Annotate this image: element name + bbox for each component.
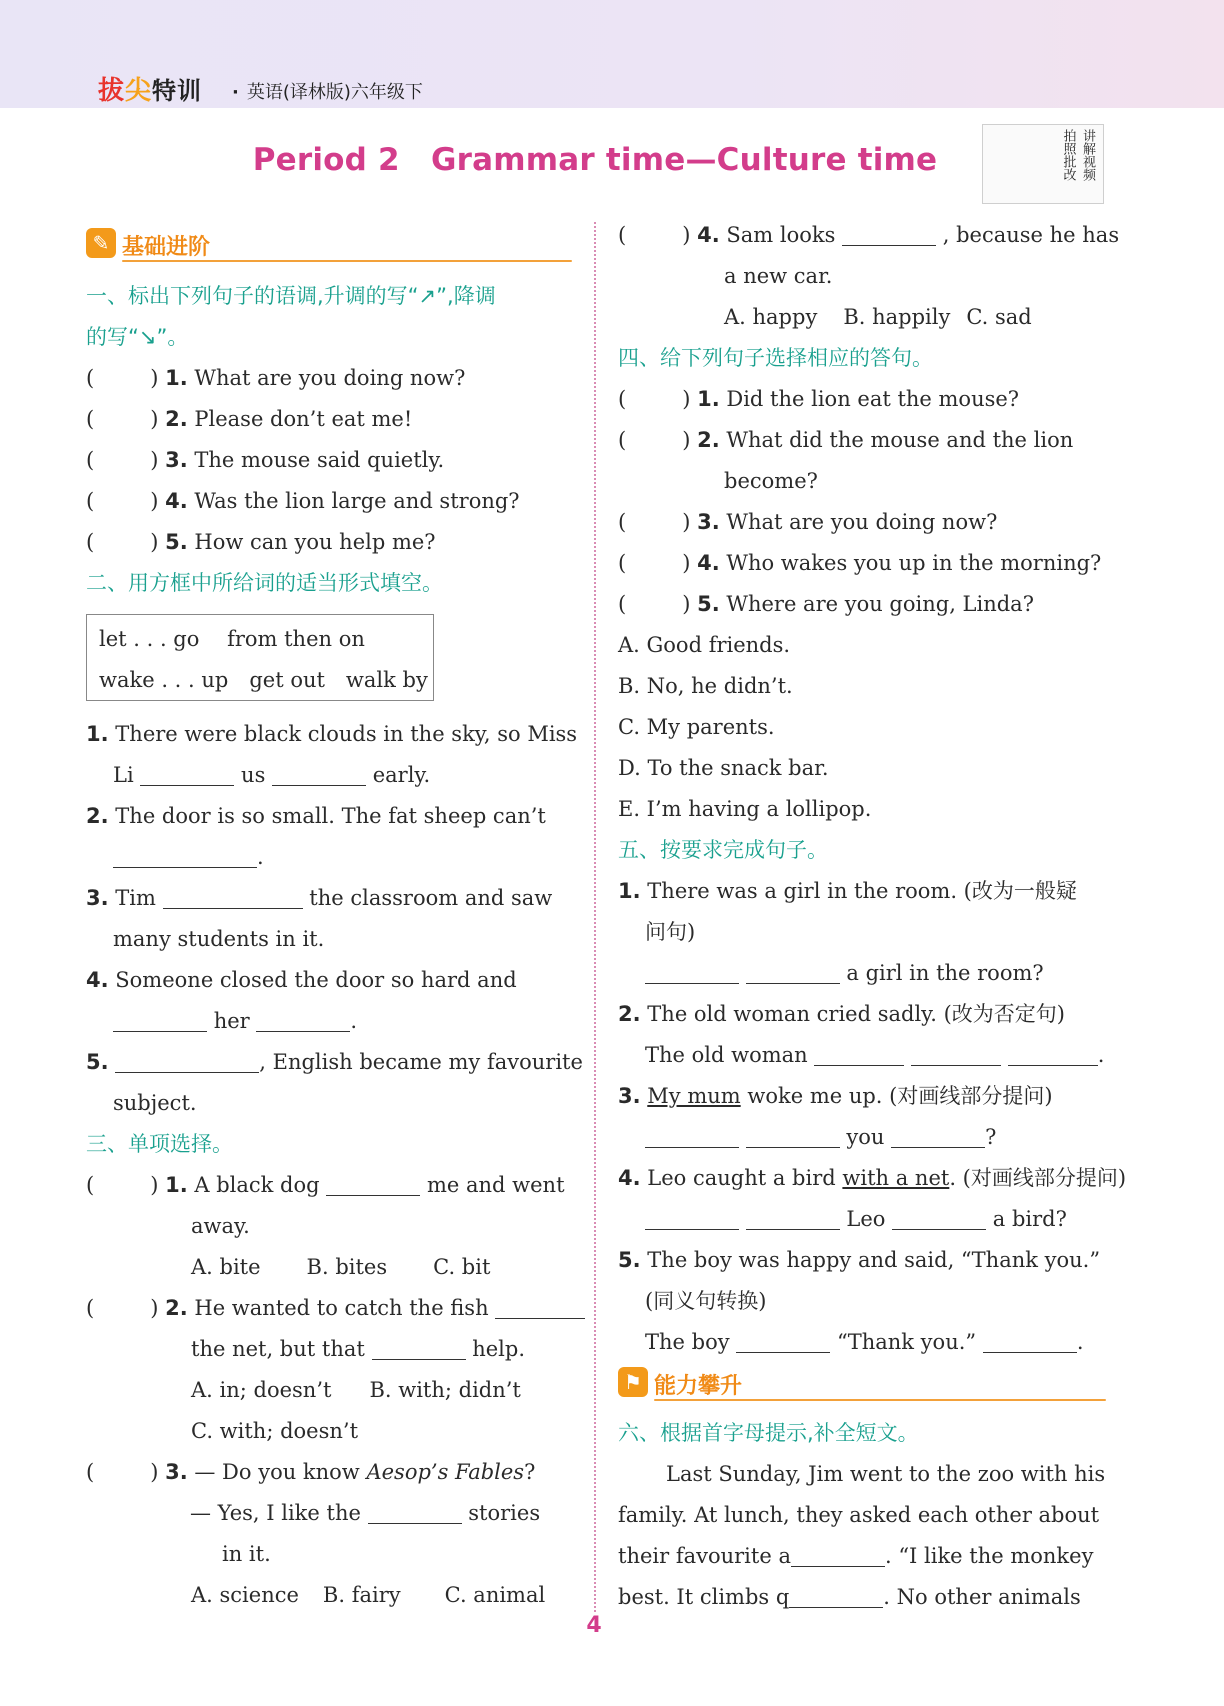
s3-heading: 三、单项选择。 [86,1132,233,1156]
s3-question-2: ( ) 2. He wanted to catch the fish [86,1298,585,1319]
s5-question-3: 3. My mum woke me up. (对画线部分提问) [618,1084,1053,1108]
s4-heading: 四、给下列句子选择相应的答句。 [618,346,933,370]
s2-question-2-cont: . [113,847,264,868]
s5-question-3-answer: you ? [645,1127,996,1148]
s3-question-4: ( ) 4. Sam looks , because he has [618,223,1120,247]
s2-question-1-cont: Li us early. [113,763,431,787]
s2-question-4: 4. Someone closed the door so hard and [86,968,517,992]
fill-blank[interactable] [814,1046,904,1066]
s2-question-2: 2. The door is so small. The fat sheep can’t [86,804,546,828]
fill-blank[interactable] [842,226,936,246]
s4-question-2-cont: become? [724,469,818,493]
s4-question-2: ( ) 2. What did the mouse and the lion [618,428,1074,452]
s3-question-4-cont: a new car. [724,264,833,288]
s5-question-1-answer: a girl in the room? [645,963,1044,984]
s1-question-5: ( ) 5. How can you help me? [86,530,436,554]
fill-blank[interactable] [746,1128,840,1148]
s1-question-2: ( ) 2. Please don’t eat me! [86,407,413,431]
column-divider [594,222,596,1612]
brand-char-1: 拔 [98,76,126,106]
s5-question-2: 2. The old woman cried sadly. (改为否定句) [618,1002,1065,1026]
s5-question-5-instruction: (同义句转换) [645,1289,767,1313]
fill-blank[interactable] [256,1012,350,1032]
s4-answer-a: A. Good friends. [618,633,791,657]
subject-text: 英语(译林版)六年级下 [246,82,423,103]
s5-question-5: 5. The boy was happy and said, “Thank you.” [618,1248,1101,1272]
fill-blank[interactable] [326,1176,420,1196]
fill-blank[interactable] [983,1333,1077,1353]
s5-heading: 五、按要求完成句子。 [618,838,828,862]
qr-label-col-2: 拍照批改 [1060,129,1076,181]
brand-char-3: 特训 [152,77,203,105]
s6-heading: 六、根据首字母提示,补全短文。 [618,1421,919,1445]
s5-question-4-answer: Leo a bird? [645,1209,1067,1230]
s4-question-4: ( ) 4. Who wakes you up in the morning? [618,551,1102,575]
section-badge-basic [86,226,572,260]
fill-blank[interactable] [736,1333,830,1353]
s2-question-1: 1. There were black clouds in the sky, so Miss [86,722,578,746]
s4-answer-e: E. I’m having a lollipop. [618,797,872,821]
fill-blank[interactable] [113,1012,207,1032]
fill-blank[interactable] [746,964,840,984]
fill-blank[interactable] [645,1128,739,1148]
book-subject [232,78,423,104]
s5-question-1-cont: 问句) [645,920,696,944]
s5-question-1: 1. There was a girl in the room. (改为一般疑 [618,879,1077,903]
s4-question-5: ( ) 5. Where are you going, Linda? [618,592,1034,616]
badge-underline [122,260,572,262]
s3-question-3-cont: in it. [222,1542,271,1566]
s3-question-2-cont: the net, but that help. [191,1337,525,1361]
s2-question-3-cont: many students in it. [113,927,325,951]
s3-question-1-cont: away. [191,1214,250,1238]
s6-passage-line-4: best. It climbs q . No other animals [618,1585,1081,1609]
s6-passage-line-3: their favourite a . “I like the monkey [618,1544,1094,1568]
s4-question-3: ( ) 3. What are you doing now? [618,510,998,534]
fill-blank[interactable] [789,1588,883,1608]
s1-question-4: ( ) 4. Was the lion large and strong? [86,489,520,513]
s3-question-3-reply: — Yes, I like the stories [190,1501,541,1525]
qr-label [1059,129,1095,181]
fill-blank[interactable] [372,1340,466,1360]
word-box-row-2: wake . . . up get out walk by [99,668,428,692]
fill-blank[interactable] [645,964,739,984]
s5-question-2-answer: The old woman . [645,1043,1105,1067]
fill-blank[interactable] [746,1210,840,1230]
s4-answer-d: D. To the snack bar. [618,756,829,780]
fill-blank[interactable] [892,1210,986,1230]
qr-label-col-1: 讲解视频 [1080,129,1095,181]
word-box [86,614,434,701]
separator-dot: · [232,82,239,103]
fill-blank[interactable] [115,1053,259,1073]
s2-question-5-cont: subject. [113,1091,197,1115]
s1-heading-line2: 的写“↘”。 [86,325,189,349]
s3-question-2-option-c: C. with; doesn’t [191,1419,359,1443]
fill-blank[interactable] [272,766,366,786]
climber-icon: ⚑ [618,1367,648,1397]
qr-code-box[interactable] [982,124,1104,204]
s4-answer-b: B. No, he didn’t. [618,674,793,698]
fill-blank[interactable] [645,1210,739,1230]
s5-question-5-answer: The boy “Thank you.” . [645,1330,1084,1354]
s4-question-1: ( ) 1. Did the lion eat the mouse? [618,387,1020,411]
fill-blank[interactable] [368,1504,462,1524]
s2-question-5: 5. , English became my favourite [86,1050,583,1074]
s2-question-3: 3. Tim the classroom and saw [86,886,553,910]
fill-blank[interactable] [891,1128,985,1148]
s1-heading-line1: 一、标出下列句子的语调,升调的写“↗”,降调 [86,284,496,308]
section-badge-advance [618,1365,1108,1399]
s3-question-1: ( ) 1. A black dog me and went [86,1173,565,1197]
fill-blank[interactable] [1008,1046,1098,1066]
fill-blank[interactable] [113,848,257,868]
s1-question-3: ( ) 3. The mouse said quietly. [86,448,445,472]
s5-question-4: 4. Leo caught a bird with a net. (对画线部分提问) [618,1166,1127,1190]
fill-blank[interactable] [495,1299,585,1319]
brand-logo [98,70,202,107]
s3-question-2-options: A. in; doesn’t B. with; didn’t [191,1378,521,1402]
s3-question-3: ( ) 3. — Do you know Aesop’s Fables? [86,1460,536,1484]
fill-blank[interactable] [163,889,303,909]
fill-blank[interactable] [791,1547,885,1567]
section-badge-label: 基础进阶 [122,235,211,260]
s2-question-4-cont: her . [113,1011,357,1032]
s6-passage-line-1: Last Sunday, Jim went to the zoo with his [666,1462,1106,1486]
s1-question-1: ( ) 1. What are you doing now? [86,366,466,390]
brand-char-2: 尖 [125,76,153,106]
page-title: Period 2 Grammar time—Culture time [252,142,938,178]
s3-question-3-options: A. science B. fairy C. animal [191,1583,546,1607]
s4-answer-c: C. My parents. [618,715,775,739]
s6-passage-line-2: family. At lunch, they asked each other about [618,1503,1100,1527]
fill-blank[interactable] [911,1046,1001,1066]
s3-question-1-options: A. bite B. bites C. bit [191,1255,491,1279]
page-number: 4 [586,1613,602,1638]
fill-blank[interactable] [140,766,234,786]
section-badge-label: 能力攀升 [654,1374,743,1399]
runner-icon: ✎ [86,228,116,258]
s3-question-4-options: A. happy B. happily C. sad [724,305,1032,329]
word-box-row-1: let . . . go from then on [99,627,365,651]
badge-underline [654,1399,1106,1401]
s2-heading: 二、用方框中所给词的适当形式填空。 [86,571,443,595]
